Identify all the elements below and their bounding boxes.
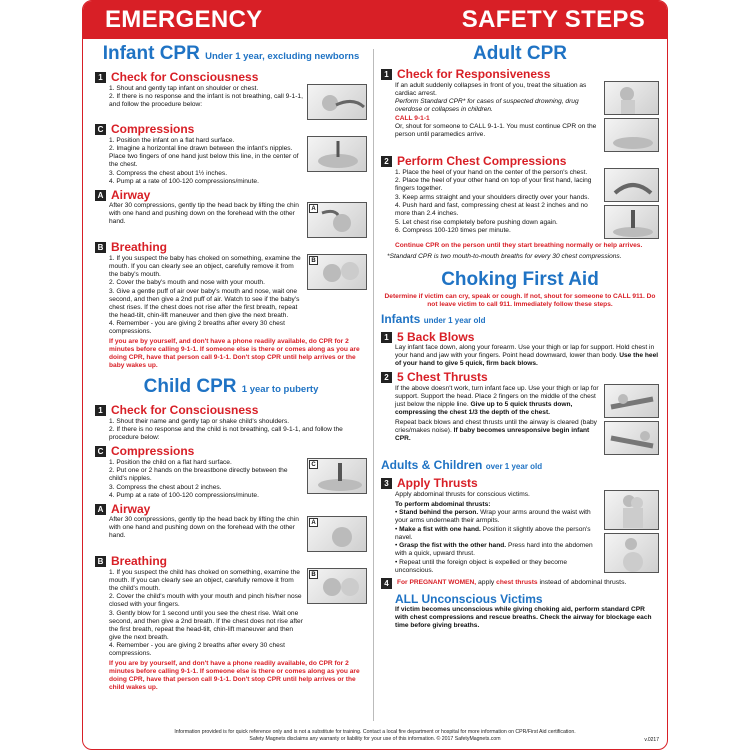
step-badge: B [95, 556, 106, 567]
step-badge: A [95, 190, 106, 201]
infant-compressions-text: 1. Position the infant on a flat hard surface. 2. Imagine a horizontal line drawn between the infant's nipples. Place two fingers of one hand just below this line, in the center of the chest. 3. Compress the chest about 1½ inches. 4. Pump at a rate of 100-120 compressions/minute. [109, 136, 299, 185]
illustration-adult-check [604, 118, 659, 152]
step-title: Apply Thrusts [397, 476, 478, 490]
infants-heading: Infants under 1 year old [381, 312, 486, 326]
step-title: Check for Consciousness [111, 70, 259, 84]
back-blows-text: Lay infant face down, along your forearm. Use your thigh or lap for support. Hold chest in your hand and jaw with your fingers. Point head downward, lower than body. Use the heel of your hand to give 5 quick, firm back blows. [395, 344, 659, 367]
choking-step-3 [381, 477, 659, 490]
step-badge: C [95, 446, 106, 457]
child-warning: If you are by yourself, and don't have a phone readily available, do CPR for 2 minutes before calling 9-1-1. If someone else is there or comes along as you are doing CPR, have that person call 9-1-1. Don't stop CPR until help arrives or the child wakes up. [109, 660, 360, 691]
step-title: 5 Back Blows [397, 330, 475, 344]
step-title: Compressions [111, 122, 195, 136]
illustration-infant-airway: A [307, 202, 367, 238]
child-airway-text: After 30 compressions, gently tip the head back by lifting the chin with one hand and pushing down on the forehead with the other hand. [109, 516, 299, 539]
header-bar [83, 1, 667, 39]
step-badge: 3 [381, 478, 392, 489]
illustration-infant-breathing: B [307, 254, 367, 290]
child-cpr-title: Child CPR 1 year to puberty [143, 376, 319, 397]
header-right: SAFETY STEPS [461, 6, 645, 33]
illustration-infant-compressions [307, 136, 367, 172]
illustration-child-compressions: C [307, 458, 367, 494]
illustration-adult-compression [604, 205, 659, 239]
child-breathing-text: 1. If you suspect the child has choked on something, examine the mouth. If you can clearly see an object, carefully remove it from the child's mouth. 2. Cover the child's mouth with your mouth and pinch his/her nose closed with your fingers. 3. Gently blow for 1 second until you see the chest rise. Wait one second, and then give a 2nd breath. If the chest does not rise after the first breath, repeat the head-tilt, chin-lift maneuver and then give the next breath. 4. Remember - you are giving 2 breaths after every 30 chest compressions. [109, 568, 303, 657]
step-title: Compressions [111, 444, 195, 458]
choking-step-1 [381, 331, 659, 344]
choking-intro: Determine if victim can cry, speak or cough. If not, shout for someone to CALL 911. Do not leave victim to call 911. Immediately follow these steps. [384, 293, 656, 308]
infant-cpr-title: Infant CPR Under 1 year, excluding newborns [102, 43, 360, 64]
adult-cpr-title: Adult CPR [473, 43, 567, 64]
child-step-b [95, 555, 367, 568]
column-divider [373, 49, 374, 721]
illustration-adult-hands [604, 168, 659, 202]
step-badge: 2 [381, 372, 392, 383]
footer: Information provided is for quick reference only and is not a substitute for training. Contact a local fire department or hospital for more information on CPR/First Aid certification. Safety Magnets disclaims any warranty or liability for your use of this information. © 2017 SafetyMagnets.com [174, 729, 576, 742]
illustration-back-blows [604, 384, 659, 418]
child-step-1 [95, 404, 367, 417]
infant-airway-text: After 30 compressions, gently tip the head back by lifting the chin with one hand and pushing down on the forehead with the other hand. [109, 202, 299, 225]
infant-step-a [95, 189, 367, 202]
adult-step-1 [381, 68, 659, 81]
adults-children-heading: Adults & Children over 1 year old [381, 458, 543, 472]
adult-step-1-text: If an adult suddenly collapses in front of you, treat the situation as cardiac arrest. Perform Standard CPR* for cases of suspected drowning, drug overdose or collapses in children. CALL 9-1-1 Or, shout for someone to CALL 9-1-1. You must continue CPR on the person until paramedics arrive. [395, 81, 597, 138]
child-step-a [95, 503, 367, 516]
step-badge: B [95, 242, 106, 253]
child-step-1-text: 1. Shout their name and gently tap or shake child's shoulders. 2. If there is no response and the child is not breathing, call 9-1-1, and follow the procedure below: [109, 417, 343, 441]
choking-step-2 [381, 371, 659, 384]
illustration-chest-thrusts [604, 421, 659, 455]
illustration-pregnant-thrusts [604, 533, 659, 573]
choking-title: Choking First Aid [441, 269, 599, 290]
infant-step-c [95, 123, 367, 136]
left-column [95, 43, 367, 692]
step-badge: 1 [95, 72, 106, 83]
chest-thrusts-text: If the above doesn't work, turn infant face up. Use your thigh or lap for support. Support the head. Place 2 fingers on the middle of the chest just below the nipple line. Give up to 5 quick thrusts down, compressing the chest 1/3 the depth of the chest. Repeat back blows and chest thrusts until the airway is cleared (baby cries/makes noise). If baby becomes unresponsive begin infant CPR. [395, 384, 599, 442]
step-title: Airway [111, 188, 151, 202]
right-column [381, 43, 659, 630]
header-left: EMERGENCY [105, 6, 263, 33]
step-badge: A [95, 504, 106, 515]
standard-cpr-note: *Standard CPR is two mouth-to-mouth breaths for every 30 chest compressions. [387, 253, 622, 260]
step-badge: 2 [381, 156, 392, 167]
adult-compressions-text: 1. Place the heel of your hand on the center of the person's chest. 2. Place the heel of your other hand on top of your first hand, lacing fingers together. 3. Keep arms straight and your shoulders directly over your hands. 4. Push hard and fast, compressing chest at least 2 inches and no more than 2.4 inches. 5. Let chest rise completely before pushing down again. 6. Compress 100-120 times per minute. [395, 168, 592, 234]
step-badge: 1 [95, 405, 106, 416]
child-compressions-text: 1. Position the child on a flat hard surface. 2. Put one or 2 hands on the breastbone directly between the child's nipples. 3. Compress the chest about 2 inches. 4. Pump at a rate of 100-120 compressions/minute. [109, 458, 288, 499]
illustration-child-breathing: B [307, 568, 367, 604]
infant-step-1 [95, 71, 367, 84]
step-title: Airway [111, 502, 151, 516]
step-title: Check for Responsiveness [397, 67, 551, 81]
infant-step-1-text: 1. Shout and gently tap infant on shoulder or chest. 2. If there is no response and the infant is not breathing, call 9-1-1, and follow the procedure below: [109, 84, 303, 108]
adult-continue-note: Continue CPR on the person until they start breathing normally or help arrives. [395, 242, 643, 249]
step-title: Check for Consciousness [111, 403, 259, 417]
step-badge: 1 [381, 69, 392, 80]
version-label: v.0217 [644, 737, 659, 743]
infant-breathing-text: 1. If you suspect the baby has choked on something, examine the mouth. If you can clearly see an object, carefully remove it from the baby's mouth. 2. Cover the baby's mouth and nose with your mouth. 3. Give a gentle puff of air over baby's mouth and nose, wait one second, and then give a 2nd puff of air. Watch to see if the baby's chest rises. If the chest does not rise after the first breath, repeat the head-tilt, chin-lift maneuver and then give the next breath. 4. Remember - you are giving 2 breaths after every 30 chest compressions. [109, 254, 301, 335]
adult-step-2 [381, 155, 659, 168]
step-title: 5 Chest Thrusts [397, 370, 488, 384]
step-title: Breathing [111, 554, 168, 568]
step-badge: 4 [381, 578, 392, 589]
child-step-c [95, 445, 367, 458]
step-title: Perform Chest Compressions [397, 154, 567, 168]
unconscious-text: If victim becomes unconscious while giving choking aid, perform standard CPR with chest compressions and rescue breaths. Check the airway for blockage each time before giving breaths. [395, 605, 652, 629]
infant-step-b [95, 241, 367, 254]
illustration-infant-check [307, 84, 367, 120]
unconscious-heading: ALL Unconscious Victims [395, 591, 543, 606]
illustration-adult-collapse [604, 81, 659, 115]
step-badge: C [95, 124, 106, 135]
infant-warning: If you are by yourself, and don't have a phone readily available, do CPR for 2 minutes before calling 9-1-1. If someone else is there or comes along as you are doing CPR, have that person call 9-1-1. Don't stop CPR until help arrives or the baby wakes up. [109, 338, 360, 369]
step-badge: 1 [381, 332, 392, 343]
illustration-child-airway: A [307, 516, 367, 552]
illustration-abdominal-thrusts [604, 490, 659, 530]
choking-step-4: 4 For PREGNANT WOMEN, apply chest thrusts instead of abdominal thrusts. [381, 578, 659, 589]
poster [82, 0, 668, 750]
step-title: Breathing [111, 240, 168, 254]
apply-thrusts-text: Apply abdominal thrusts for conscious victims. To perform abdominal thrusts: • Stand behind the person. Wrap your arms around the waist with your arms underneath their armpits. • Make a fist with one hand. Position it slightly above the person's navel. • Grasp the fist with the other hand. Press hard into the abdomen with a quick, upward thrust. • Repeat until the foreign object is expelled or they become unconscious. [395, 490, 593, 574]
